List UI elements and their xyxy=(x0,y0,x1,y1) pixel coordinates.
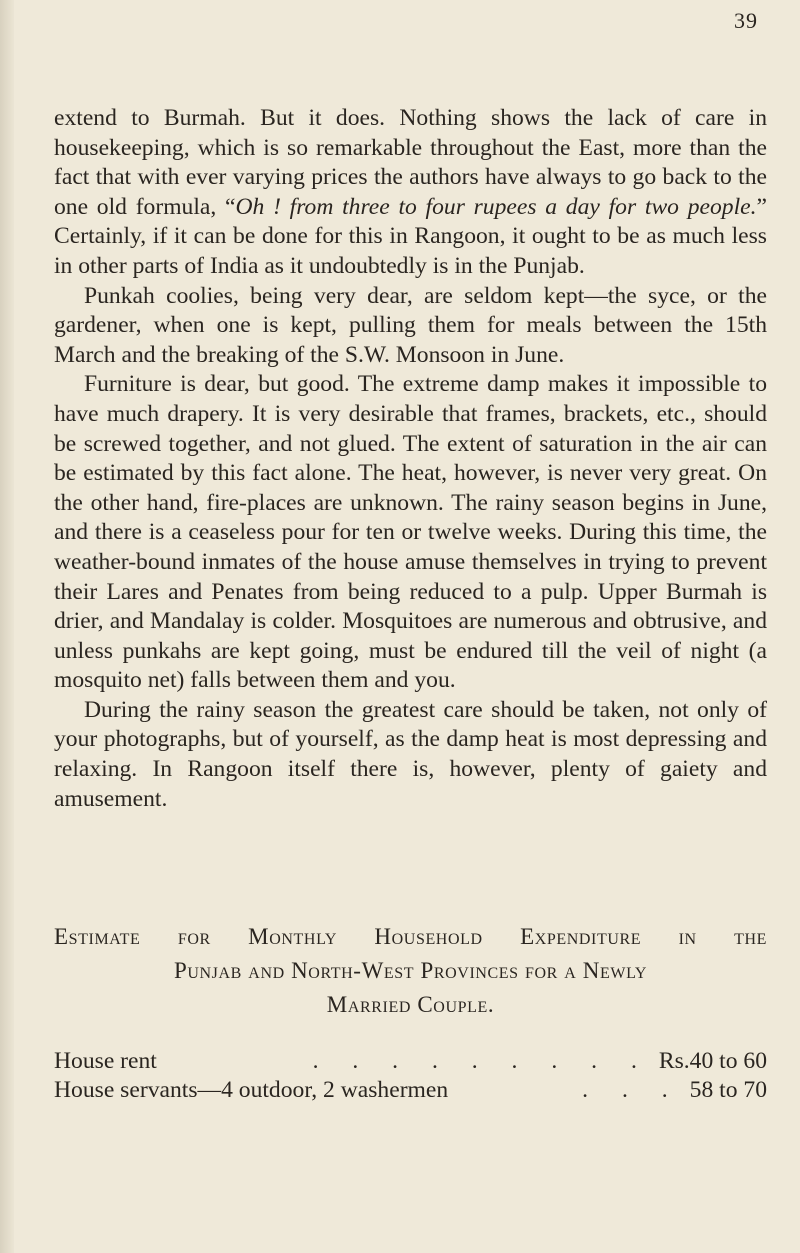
page-gutter-shadow xyxy=(0,0,14,1253)
estimate-table xyxy=(54,1047,767,1105)
row-value: Rs.40 to 60 xyxy=(658,1048,767,1074)
page-number: 39 xyxy=(734,8,758,33)
leader-dots: . . . . . . . . . xyxy=(312,1048,651,1074)
paragraph-2: Punkah coolies, being very dear, are seldom kept—the syce, or the gardener, when one is kept, pulling them for meals between the 15th March and the breaking of the S.W. Monsoon in June. xyxy=(54,282,767,368)
estimate-heading-line-3: Married Couple. xyxy=(326,992,495,1017)
paragraph-3: Furniture is dear, but good. The extreme damp makes it impossible to have much drapery. It is very desirable that frames, brackets, etc., should be screwed together, and not glued. The extent of saturation in the air can be estimated by this fact alone. The heat, however, is never very great. On the other hand, fire-places are unknown. The rainy season begins in June, and there is a ceaseless pour for ten or twelve weeks. During this time, the weather-bound inmates of the house amuse themselves in trying to prevent their Lares and Penates from being reduced to a pulp. Upper Burmah is drier, and Mandalay is colder. Mosquitoes are numerous and obtrusive, and unless punkahs are kept going, must be endured till the veil of night (a mosquito net) falls between them and you. xyxy=(54,371,767,694)
paragraph-1-quote: Oh ! from three to four rupees a day for two people. xyxy=(235,193,757,220)
table-row xyxy=(54,1047,767,1076)
estimate-heading-line-2: Punjab and North-West Provinces for a Newly xyxy=(173,958,648,983)
leader-dots: . . . xyxy=(582,1077,682,1103)
row-value: 58 to 70 xyxy=(689,1077,767,1103)
body-text xyxy=(54,104,767,814)
row-label: House servants—4 outdoor, 2 washermen xyxy=(54,1077,449,1103)
paragraph-1-before: extend to Burmah. But it does. Nothing shows the lack of care in housekeeping, which is so remarkable throughout the East, more than the fact that with ever varying prices the authors have always to go back to the one old formula, “ xyxy=(54,105,767,220)
estimate-heading xyxy=(54,920,767,1022)
paragraph-4: During the rainy season the greatest care should be taken, not only of your photographs, but of yourself, as the damp heat is most depressing and relaxing. In Rangoon itself there is, however, plenty of gaiety and amusement. xyxy=(54,696,767,812)
paragraph-1-after: ” Certainly, if it can be done for this in Rangoon, it ought to be as much less in other parts of India as it undoubtedly is in the Punjab. xyxy=(54,193,767,279)
row-label: House rent xyxy=(54,1048,157,1074)
paragraph-1 xyxy=(54,104,767,282)
estimate-heading-line-1: Estimate for Monthly Household Expenditure in the xyxy=(54,924,767,949)
table-row xyxy=(54,1076,767,1105)
